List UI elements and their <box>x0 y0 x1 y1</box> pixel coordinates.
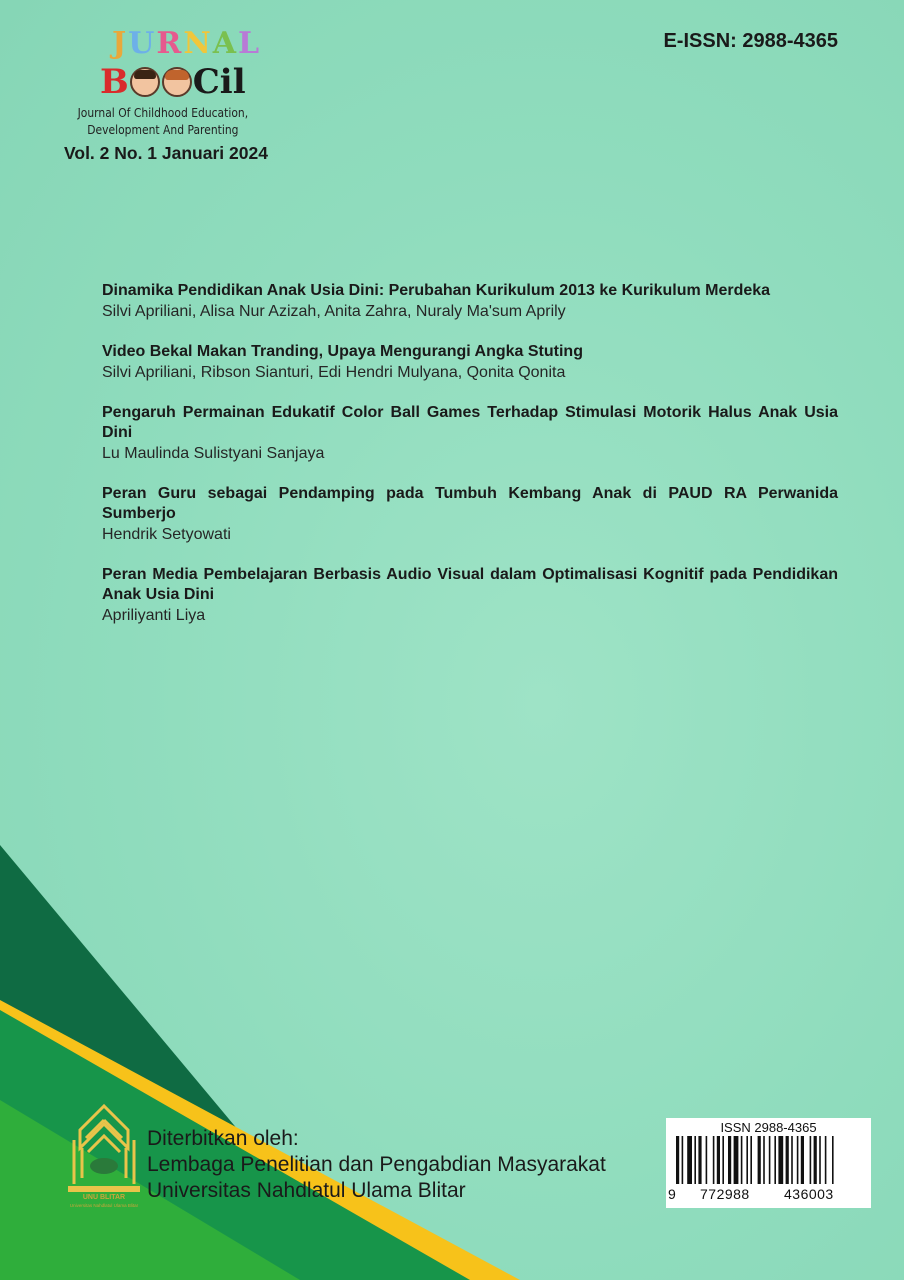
barcode-bar <box>825 1136 827 1184</box>
publisher-label: Diterbitkan oleh: <box>147 1127 299 1150</box>
logo-letter: L <box>238 26 262 61</box>
article-item <box>102 484 838 545</box>
logo-letters-cil: Cil <box>192 62 246 102</box>
barcode-bar <box>774 1136 776 1184</box>
article-authors: Hendrik Setyowati <box>102 526 231 543</box>
barcode-bar <box>694 1136 696 1184</box>
boy-face-icon <box>130 67 160 97</box>
barcode-bar <box>814 1136 817 1184</box>
journal-subtitle-line1: Journal Of Childhood Education, <box>77 105 249 120</box>
article-authors: Apriliyanti Liya <box>102 607 206 624</box>
barcode-bar <box>682 1136 684 1184</box>
barcode-digit-first: 9 <box>668 1186 676 1202</box>
barcode-bar <box>791 1136 793 1184</box>
barcode-bar <box>810 1136 812 1184</box>
article-list <box>102 281 838 646</box>
issn-barcode <box>666 1118 871 1208</box>
journal-subtitle <box>70 104 256 138</box>
barcode-bar <box>797 1136 799 1184</box>
article-authors: Silvi Apriliani, Alisa Nur Azizah, Anita Zahra, Nuraly Ma'sum Aprily <box>102 303 566 320</box>
article-authors: Silvi Apriliani, Ribson Sianturi, Edi Hendri Mulyana, Qonita Qonita <box>102 364 566 381</box>
barcode-bar <box>741 1136 743 1184</box>
unu-blitar-logo-icon <box>58 1100 150 1210</box>
logo-letter: J <box>112 26 129 61</box>
logo-letter: U <box>128 26 157 61</box>
barcode-bar <box>706 1136 708 1184</box>
barcode-bar <box>717 1136 720 1184</box>
journal-subtitle-line2: Development And Parenting <box>87 122 239 137</box>
logo-caption: UNU BLITAR <box>82 1194 126 1201</box>
barcode-bar <box>687 1136 692 1184</box>
barcode-issn-label: ISSN 2988-4365 <box>720 1120 817 1135</box>
barcode-bar <box>801 1136 804 1184</box>
barcode-bar <box>832 1136 834 1184</box>
barcode-bar <box>750 1136 752 1184</box>
barcode-digits-right: 436003 <box>784 1186 834 1202</box>
eissn: E-ISSN: 2988-4365 <box>663 30 838 52</box>
logo-letter: R <box>156 26 184 61</box>
girl-face-icon <box>162 67 192 97</box>
publisher-university: Universitas Nahdlatul Ulama Blitar <box>147 1179 466 1202</box>
logo-letter: A <box>212 26 239 61</box>
barcode-bar <box>769 1136 771 1184</box>
volume-issue: Vol. 2 No. 1 Januari 2024 <box>64 143 268 163</box>
logo-subcaption: Universitas Nahdlatul Ulama Blitar <box>69 1203 139 1208</box>
article-item <box>102 281 838 322</box>
barcode-bar <box>778 1136 783 1184</box>
barcode-bar <box>676 1136 679 1184</box>
barcode-bar <box>722 1136 724 1184</box>
article-title: Peran Media Pembelajaran Berbasis Audio Visual dalam Optimalisasi Kognitif pada Pendidikan Anak Usia Dini <box>102 566 838 603</box>
barcode-bar <box>734 1136 739 1184</box>
logo-letter-b: B <box>100 62 129 102</box>
barcode-digits-left: 772988 <box>700 1186 750 1202</box>
barcode-bar <box>786 1136 789 1184</box>
barcode-bar <box>819 1136 821 1184</box>
article-title: Peran Guru sebagai Pendamping pada Tumbuh Kembang Anak di PAUD RA Perwanida Sumberjo <box>102 485 838 522</box>
article-item <box>102 342 838 383</box>
journal-logo-word-bocil <box>100 62 246 102</box>
barcode-bar <box>746 1136 748 1184</box>
journal-logo-word-jurnal <box>112 26 261 61</box>
article-title: Dinamika Pendidikan Anak Usia Dini: Perubahan Kurikulum 2013 ke Kurikulum Merdeka <box>102 282 771 299</box>
barcode-bar <box>758 1136 761 1184</box>
publisher-institute: Lembaga Penelitian dan Pengabdian Masyarakat <box>147 1153 606 1176</box>
article-authors: Lu Maulinda Sulistyani Sanjaya <box>102 445 325 462</box>
article-item <box>102 565 838 626</box>
barcode-bar <box>713 1136 715 1184</box>
logo-letter: N <box>183 26 213 61</box>
publisher-block <box>147 1126 606 1204</box>
article-title: Video Bekal Makan Tranding, Upaya Mengurangi Angka Stuting <box>102 343 583 360</box>
barcode-bar <box>763 1136 765 1184</box>
barcode-bar <box>728 1136 731 1184</box>
barcode-bar <box>698 1136 701 1184</box>
article-title: Pengaruh Permainan Edukatif Color Ball Games Terhadap Stimulasi Motorik Halus Anak Usia Dini <box>102 404 838 441</box>
article-item <box>102 403 838 464</box>
